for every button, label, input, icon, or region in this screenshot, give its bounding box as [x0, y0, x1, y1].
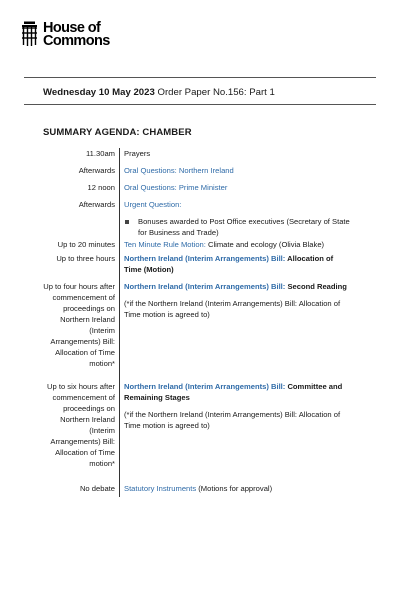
row-divider	[119, 381, 120, 483]
row-divider	[119, 253, 120, 281]
agenda-item	[124, 381, 350, 431]
row-divider	[119, 165, 120, 182]
agenda-row	[0, 483, 400, 497]
agenda-item	[124, 253, 350, 275]
row-divider	[119, 281, 120, 381]
agenda-link[interactable]: Oral Questions: Northern Ireland	[124, 166, 234, 175]
agenda-text: Allocation of Time (Motion)	[124, 254, 334, 274]
agenda-item	[124, 199, 350, 238]
header-top-rule	[24, 77, 376, 78]
agenda-item	[124, 148, 350, 159]
agenda-row	[0, 281, 400, 381]
agenda-note: (*if the Northern Ireland (Interim Arrangements) Bill: Allocation of Time motion is agreed to)	[124, 410, 341, 430]
agenda-time: Afterwards	[78, 166, 115, 175]
agenda-time: Up to four hours after commencement of proceedings on Northern Ireland (Interim Arrangements) Bill: Allocation of Time motion*	[43, 282, 115, 368]
header-bottom-rule	[24, 104, 376, 105]
logo-line-2: Commons	[43, 33, 110, 49]
agenda-row	[0, 182, 400, 199]
agenda-link[interactable]: Statutory Instruments	[124, 484, 197, 493]
agenda-row	[0, 381, 400, 483]
portcullis-icon	[20, 21, 39, 47]
agenda-item	[124, 239, 350, 250]
summary-agenda	[0, 148, 400, 497]
bullet-square-icon	[125, 220, 129, 224]
row-divider	[119, 199, 120, 239]
agenda-row	[0, 253, 400, 281]
bullet-text: Bonuses awarded to Post Office executives (Secretary of State for Business and Trade)	[138, 217, 350, 237]
agenda-time: 12 noon	[87, 183, 115, 192]
agenda-link[interactable]: Urgent Question:	[124, 200, 182, 209]
agenda-note: (*if the Northern Ireland (Interim Arrangements) Bill: Allocation of Time motion is agreed to)	[124, 299, 341, 319]
agenda-time: 11.30am	[86, 149, 115, 158]
agenda-link[interactable]: Northern Ireland (Interim Arrangements) Bill:	[124, 282, 286, 291]
row-divider	[119, 239, 120, 253]
agenda-text: (Motions for approval)	[196, 484, 273, 493]
section-title: SUMMARY AGENDA: CHAMBER	[43, 127, 192, 138]
agenda-time: Up to 20 minutes	[57, 240, 115, 249]
logo-line-1: House of	[43, 20, 101, 36]
bullet-item	[124, 216, 350, 238]
house-of-commons-logo	[20, 21, 110, 48]
agenda-item	[124, 165, 350, 176]
agenda-link[interactable]: Oral Questions: Prime Minister	[124, 183, 228, 192]
agenda-text: Committee and Remaining Stages	[124, 382, 343, 402]
agenda-time: Up to three hours	[56, 254, 115, 263]
agenda-text: Second Reading	[285, 282, 347, 291]
agenda-item	[124, 281, 350, 320]
order-paper-header	[43, 87, 275, 98]
row-divider	[119, 148, 120, 165]
agenda-row	[0, 148, 400, 165]
header-order-paper: Order Paper No.156: Part 1	[154, 87, 275, 98]
agenda-time: Afterwards	[78, 200, 115, 209]
agenda-link[interactable]: Northern Ireland (Interim Arrangements) Bill:	[124, 254, 286, 263]
agenda-item	[124, 483, 350, 494]
agenda-text: Prayers	[124, 149, 151, 158]
agenda-text: Climate and ecology (Olivia Blake)	[205, 240, 325, 249]
agenda-row	[0, 239, 400, 253]
header-date: Wednesday 10 May 2023	[43, 87, 155, 98]
logo-text	[43, 21, 110, 48]
agenda-row	[0, 165, 400, 182]
agenda-link[interactable]: Ten Minute Rule Motion:	[124, 240, 206, 249]
row-divider	[119, 182, 120, 199]
agenda-time: No debate	[79, 484, 115, 493]
agenda-link[interactable]: Northern Ireland (Interim Arrangements) Bill:	[124, 382, 286, 391]
agenda-item	[124, 182, 350, 193]
agenda-time: Up to six hours after commencement of proceedings on Northern Ireland (Interim Arrangements) Bill: Allocation of Time motion*	[47, 382, 115, 468]
agenda-row	[0, 199, 400, 239]
row-divider	[119, 483, 120, 497]
